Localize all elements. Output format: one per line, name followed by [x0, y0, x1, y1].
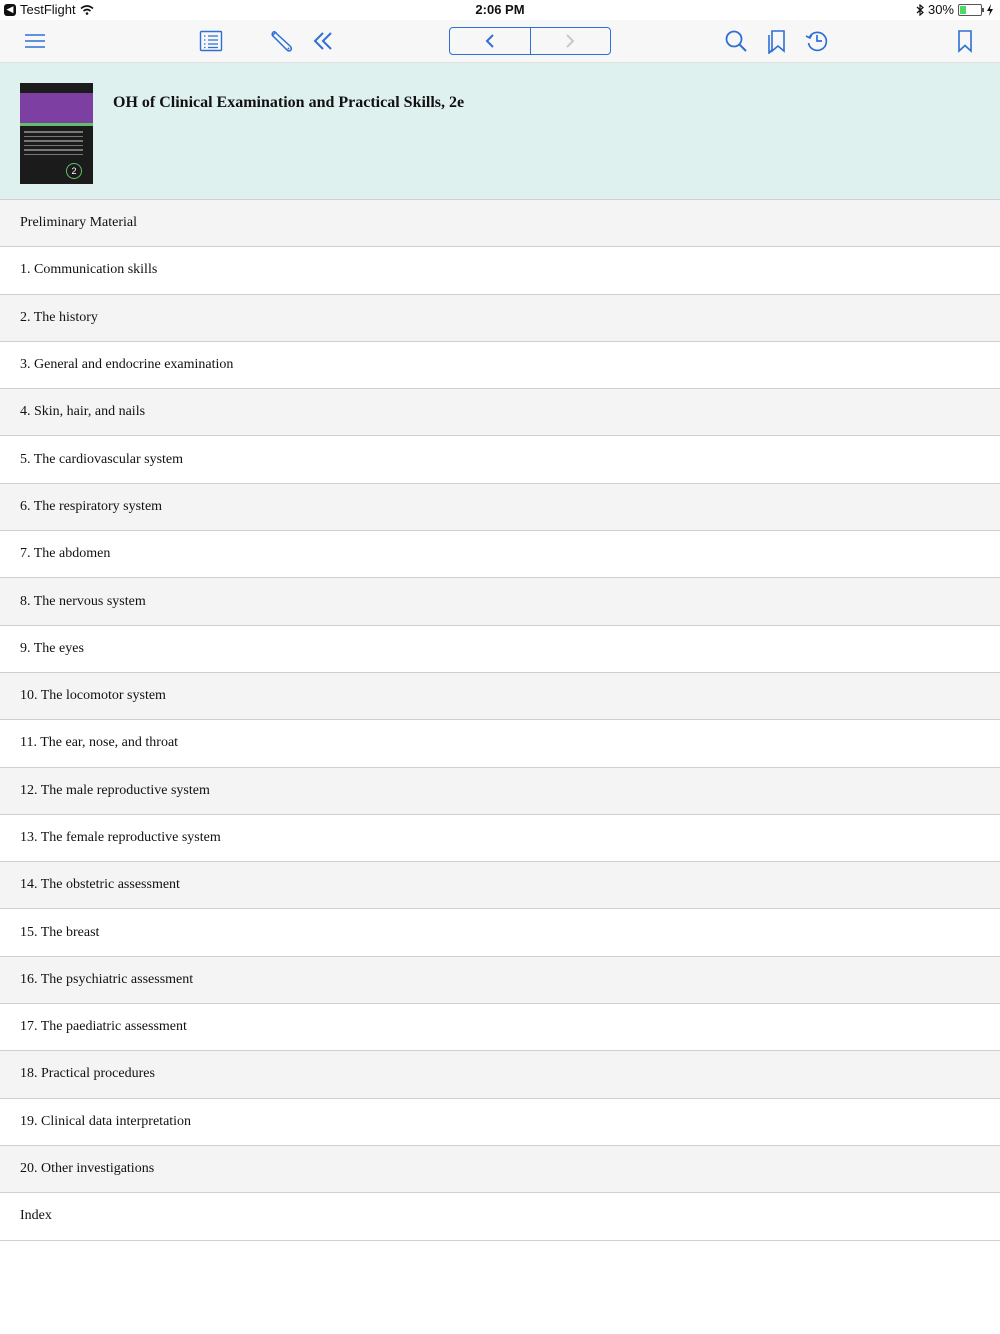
- search-icon[interactable]: [723, 28, 749, 54]
- book-title: OH of Clinical Examination and Practical Skills, 2e: [113, 94, 465, 111]
- toc-item[interactable]: 18. Practical procedures: [0, 1051, 1000, 1098]
- toc-item[interactable]: 10. The locomotor system: [0, 673, 1000, 720]
- toc-item[interactable]: 3. General and endocrine examination: [0, 342, 1000, 389]
- toc-item[interactable]: 2. The history: [0, 295, 1000, 342]
- battery-percent: 30%: [927, 2, 954, 17]
- status-bar: [0, 0, 1000, 20]
- bluetooth-icon: [916, 4, 924, 16]
- bookmark-icon[interactable]: [952, 28, 978, 54]
- forward-button[interactable]: [530, 28, 611, 54]
- toc-item[interactable]: Preliminary Material: [0, 200, 1000, 247]
- toc-item[interactable]: 16. The psychiatric assessment: [0, 957, 1000, 1004]
- toc-item[interactable]: Index: [0, 1193, 1000, 1240]
- cover-stripe: [20, 123, 93, 126]
- toc-item[interactable]: 12. The male reproductive system: [0, 768, 1000, 815]
- toc-item[interactable]: 4. Skin, hair, and nails: [0, 389, 1000, 436]
- cover-edition-badge: 2: [66, 163, 82, 179]
- toc-item[interactable]: 1. Communication skills: [0, 247, 1000, 294]
- toc-item[interactable]: 14. The obstetric assessment: [0, 862, 1000, 909]
- menu-icon[interactable]: [22, 28, 48, 54]
- bookmarks-icon[interactable]: [764, 28, 790, 54]
- toolbar: [0, 20, 1000, 63]
- toc-item[interactable]: 6. The respiratory system: [0, 484, 1000, 531]
- forward-icon: [563, 33, 577, 49]
- toc-item[interactable]: 7. The abdomen: [0, 531, 1000, 578]
- table-of-contents: [0, 200, 1000, 1241]
- toc-item[interactable]: 5. The cardiovascular system: [0, 436, 1000, 483]
- page-navigation: [449, 27, 611, 55]
- status-right: [916, 2, 994, 17]
- history-icon[interactable]: [804, 28, 830, 54]
- toc-item[interactable]: 13. The female reproductive system: [0, 815, 1000, 862]
- battery-level: [960, 6, 966, 14]
- back-button[interactable]: [450, 28, 530, 54]
- contents-list-icon[interactable]: [198, 28, 224, 54]
- back-to-app-label[interactable]: TestFlight: [20, 2, 76, 17]
- cover-title-band: [20, 93, 93, 123]
- back-icon: [483, 33, 497, 49]
- toc-item[interactable]: 20. Other investigations: [0, 1146, 1000, 1193]
- toc-item[interactable]: 15. The breast: [0, 909, 1000, 956]
- back-to-app-icon[interactable]: ◀: [4, 4, 16, 16]
- toc-item[interactable]: 8. The nervous system: [0, 578, 1000, 625]
- book-cover[interactable]: [20, 83, 93, 184]
- cover-text-lines: [24, 131, 83, 158]
- status-time: 2:06 PM: [475, 2, 525, 17]
- toc-item[interactable]: 17. The paediatric assessment: [0, 1004, 1000, 1051]
- toc-item[interactable]: 11. The ear, nose, and throat: [0, 720, 1000, 767]
- tools-icon[interactable]: [268, 28, 294, 54]
- toc-item[interactable]: 9. The eyes: [0, 626, 1000, 673]
- charging-icon: [986, 4, 994, 16]
- battery-icon: [958, 4, 982, 16]
- double-chevron-left-icon[interactable]: [310, 28, 336, 54]
- book-header: [0, 63, 1000, 200]
- toc-item[interactable]: 19. Clinical data interpretation: [0, 1099, 1000, 1146]
